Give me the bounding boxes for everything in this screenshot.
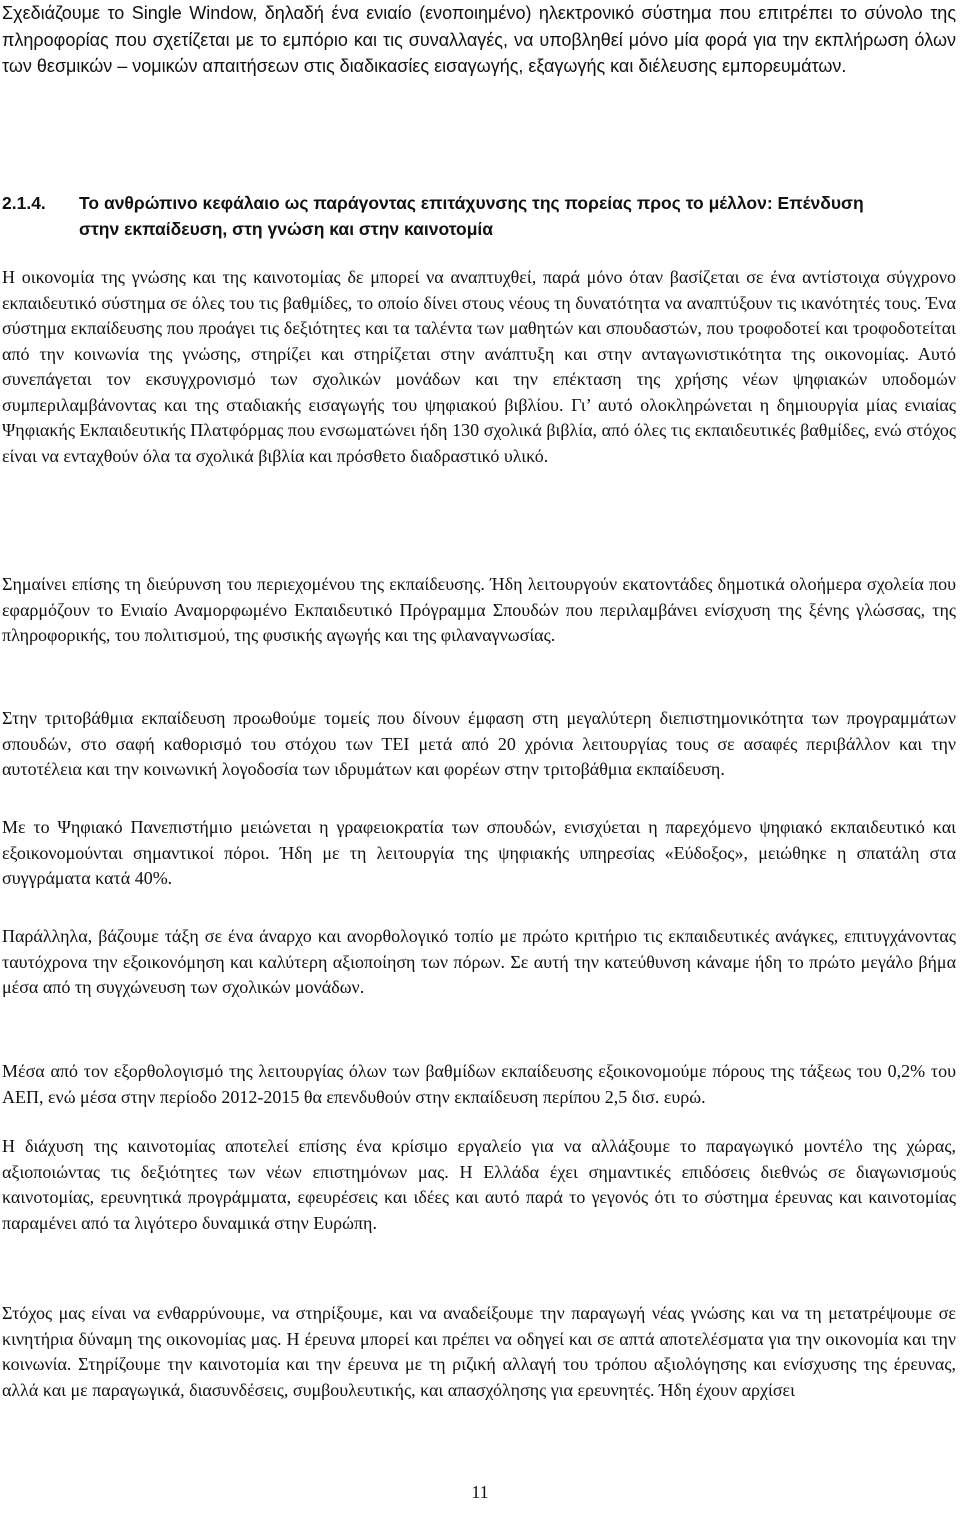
body-paragraph: Η οικονομία της γνώσης και της καινοτομίας δε μπορεί να αναπτυχθεί, παρά μόνο όταν βασίζεται σε ένα αντίστοιχα σύγχρονο εκπαιδευτικό σύστημα σε όλες του τις βαθμίδες, το οποίο δίνει στους νέους τη δυνατότητα να αναπτύξουν τις ικανότητές τους. Ένα σύστημα εκπαίδευσης που προάγει τις δεξιότητες και τα ταλέντα των μαθητών και σπουδαστών, που τροφοδοτεί και τροφοδοτείται από την κοινωνία της γνώσης, στηρίζει και στηρίζεται στην ανάπτυξη και στην ανταγωνιστικότητα της οικονομίας. Αυτό συνεπάγεται τον εκσυγχρονισμό των σχολικών μονάδων και την επέκταση της χρήσης νέων ψηφιακών υποδομών συμπεριλαμβάνοντας και της σταδιακής εισαγωγής του ψηφιακού βιβλίου. Γι’ αυτό ολοκληρώνεται η δημιουργία μίας ενιαίας Ψηφιακής Εκπαιδευτικής Πλατφόρμας που ενσωματώνει ήδη 130 σχολικά βιβλία, από όλες τις εκπαιδευτικές βαθμίδες, ενώ στόχος είναι να ενταχθούν όλα τα σχολικά βιβλία και πρόσθετο διαδραστικό υλικό. (2, 267, 956, 466)
body-paragraph: Στόχος μας είναι να ενθαρρύνουμε, να στηρίξουμε, και να αναδείξουμε την παραγωγή νέας γνώσης και να τη μετατρέψουμε σε κινητήρια δύναμη της οικονομίας μας. Η έρευνα μπορεί και πρέπει να οδηγεί και σε απτά αποτελέσματα για την οικονομία και την κοινωνία. Στηρίζουμε την καινοτομία και την έρευνα με τη ριζική αλλαγή του τρόπου αξιολόγησης και ενίσχυσης της έρευνας, αλλά και με παραγωγικά, διασυνδέσεις, συμβουλευτικής, και απασχόλησης για ερευνητές. Ήδη έχουν αρχίσει (2, 1303, 956, 1400)
body-paragraph: Με το Ψηφιακό Πανεπιστήμιο μειώνεται η γραφειοκρατία των σπουδών, ενισχύεται η παρεχόμενο ψηφιακό εκπαιδευτικό και εξοικονομούνται σημαντικοί πόροι. Ήδη με τη λειτουργία της ψηφιακής υπηρεσίας «Εύδοξος», μειώθηκε η σπατάλη στα συγγράματα κατά 40%. (2, 817, 956, 888)
page-number: 11 (471, 1482, 489, 1502)
body-paragraph: Η διάχυση της καινοτομίας αποτελεί επίσης ένα κρίσιμο εργαλείο για να αλλάξουμε το παραγωγικό μοντέλο της χώρας, αξιοποιώντας τις δεξιότητες των νέων επιστημόνων μας. Η Ελλάδα έχει σημαντικές επιδόσεις διεθνώς σε διαγωνισμούς καινοτομίας, ερευνητικά προγράμματα, εφευρέσεις και ιδέες και αυτό παρά το γεγονός ότι το σύστημα έρευνας και καινοτομίας παραμένει από τα λιγότερο δυναμικά στην Ευρώπη. (2, 1136, 956, 1233)
section-title-line2: στην εκπαίδευση, στη γνώση και στην καινοτομία (79, 219, 494, 239)
body-paragraph: Σημαίνει επίσης τη διεύρυνση του περιεχομένου της εκπαίδευσης. Ήδη λειτουργούν εκατοντάδες δημοτικά ολοήμερα σχολεία που εφαρμόζουν το Ενιαίο Αναμορφωμένο Εκπαιδευτικό Πρόγραμμα Σπουδών που περιλαμβάνει ενίσχυση της ξένης γλώσσας, της πληροφορικής, του πολιτισμού, της φυσικής αγωγής και της φιλαναγνωσίας. (2, 574, 956, 645)
body-paragraph: Μέσα από τον εξορθολογισμό της λειτουργίας όλων των βαθμίδων εκπαίδευσης εξοικονομούμε πόρους της τάξεως του 0,2% του ΑΕΠ, ενώ μέσα στην περίοδο 2012-2015 θα επενδυθούν στην εκπαίδευση περίπου 2,5 δισ. ευρώ. (2, 1061, 956, 1107)
body-paragraph: Στην τριτοβάθμια εκπαίδευση προωθούμε τομείς που δίνουν έμφαση στη μεγαλύτερη διεπιστημονικότητα των προγραμμάτων σπουδών, στο σαφή καθορισμό του στόχου των ΤΕΙ μετά από 20 χρόνια λειτουργίας τους σε ασαφές περιβάλλον και την αυτοτέλεια και την κοινωνική λογοδοσία των ιδρυμάτων και φορέων στην τριτοβάθμια εκπαίδευση. (2, 708, 956, 779)
intro-paragraph: Σχεδιάζουμε το Single Window, δηλαδή ένα ενιαίο (ενοποιημένο) ηλεκτρονικό σύστημα που επιτρέπει το σύνολο της πληροφορίας που σχετίζεται με το εμπόριο και τις συναλλαγές, να υποβληθεί μόνο μία φορά για την εκπλήρωση όλων των θεσμικών – νομικών απαιτήσεων στις διαδικασίες εισαγωγής, εξαγωγής και διέλευσης εμπορευμάτων. (2, 3, 956, 76)
body-paragraph: Παράλληλα, βάζουμε τάξη σε ένα άναρχο και ανορθολογικό τοπίο με πρώτο κριτήριο τις εκπαιδευτικές ανάγκες, επιτυγχάνοντας ταυτόχρονα την εξοικονόμηση και καλύτερη αξιοποίηση των πόρων. Σε αυτή την κατεύθυνση κάναμε ήδη το πρώτο μεγάλο βήμα μέσα από τη συγχώνευση των σχολικών μονάδων. (2, 926, 956, 997)
section-title-line1: Το ανθρώπινο κεφάλαιο ως παράγοντας επιτάχυνσης της πορείας προς το μέλλον: Επένδυση (79, 193, 864, 213)
section-number: 2.1.4. (2, 193, 46, 213)
section-heading (2, 190, 956, 242)
